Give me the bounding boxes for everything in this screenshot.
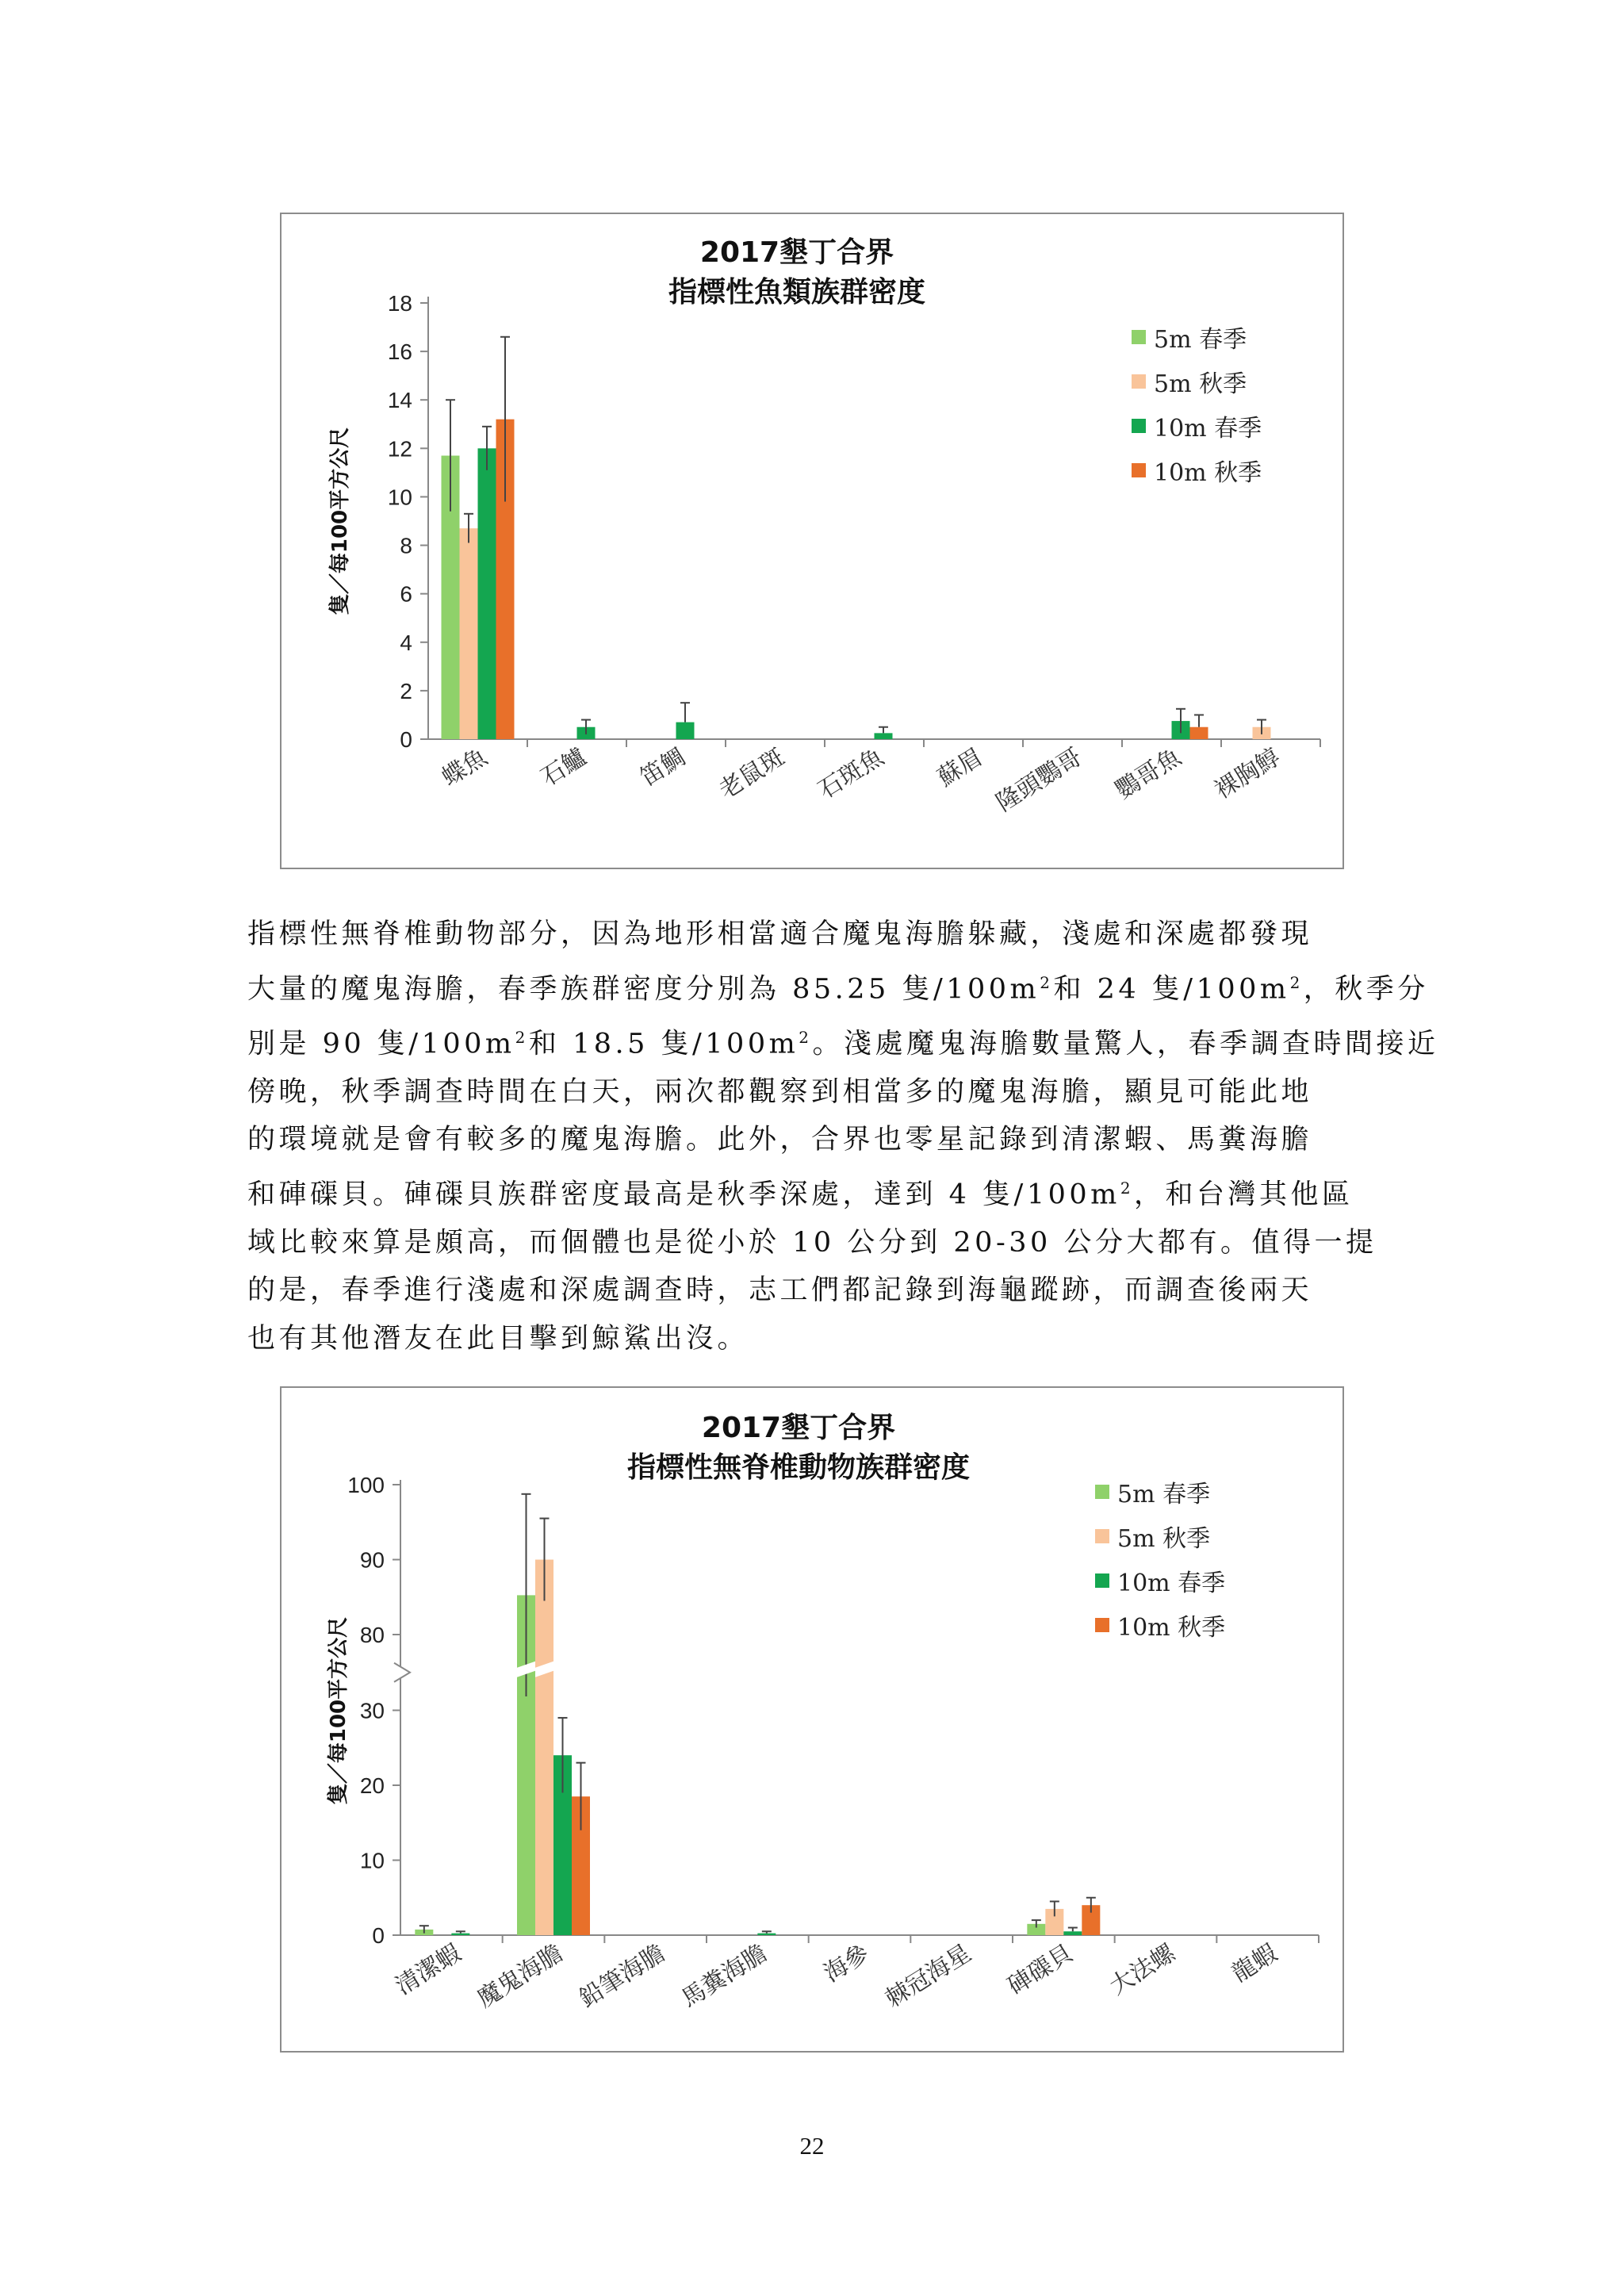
legend-label: 5m 秋季: [1117, 1525, 1211, 1553]
y-tick-label: 16: [387, 339, 412, 365]
y-tick-label: 10: [359, 1848, 385, 1873]
x-category-label: 鉛筆海膽: [574, 1939, 670, 2014]
y-tick-label: 0: [372, 1923, 385, 1948]
legend-swatch: [1132, 463, 1146, 477]
x-category-label: 石斑魚: [813, 743, 889, 805]
y-tick-label: 10: [387, 485, 412, 510]
y-tick-label: 80: [359, 1623, 385, 1647]
legend-label: 10m 春季: [1154, 415, 1262, 443]
invertebrate-density-chart: [280, 1386, 1344, 2053]
bar: [1190, 727, 1208, 739]
legend-swatch: [1095, 1618, 1109, 1632]
chart-title: 2017墾丁合界: [701, 1412, 896, 1444]
legend-label: 10m 秋季: [1154, 459, 1262, 487]
paragraph-line: 域比較來算是頗高，而個體也是從小於 10 公分到 20-30 公分大都有。值得一提: [247, 1226, 1377, 1259]
chart-subtitle: 指標性魚類族群密度: [668, 276, 926, 309]
legend-swatch: [1132, 330, 1146, 344]
x-category-label: 老鼠斑: [714, 743, 790, 805]
bar: [451, 1934, 469, 1935]
bar: [875, 733, 893, 739]
x-category-label: 石鱸: [536, 743, 592, 792]
paragraph-line: 的環境就是會有較多的魔鬼海膽。此外，合界也零星記錄到清潔蝦、馬糞海膽: [247, 1124, 1313, 1156]
x-category-label: 鸚哥魚: [1110, 743, 1186, 805]
invertebrate-density-chart-svg: [282, 1388, 1342, 2051]
fish-density-chart: [280, 213, 1344, 869]
bar: [757, 1934, 776, 1935]
x-category-label: 魔鬼海膽: [472, 1939, 569, 2014]
legend-swatch: [1095, 1529, 1109, 1543]
paragraph-line: 別是 90 隻$/100m^2$和 18.5 隻$/100m^2$。淺處魔鬼海膽數量驚人，春季調查時間接近: [247, 1027, 1439, 1060]
bar: [676, 723, 695, 739]
x-category-label: 龍蝦: [1227, 1939, 1282, 1988]
y-tick-label: 30: [359, 1698, 385, 1723]
y-tick-label: 4: [400, 630, 412, 655]
bar: [1063, 1931, 1082, 1935]
legend-label: 5m 春季: [1117, 1481, 1211, 1508]
legend-swatch: [1132, 419, 1146, 433]
y-tick-label: 20: [359, 1773, 385, 1798]
paragraph-line: 傍晚，秋季調查時間在白天，兩次都觀察到相當多的魔鬼海膽，顯見可能此地: [247, 1075, 1313, 1108]
bar: [460, 528, 478, 739]
x-category-label: 蝶魚: [437, 743, 492, 792]
x-category-label: 棘冠海星: [880, 1939, 976, 2014]
paragraph-line: 也有其他潛友在此目擊到鯨鯊出沒。: [247, 1322, 749, 1355]
legend-swatch: [1095, 1485, 1109, 1499]
y-tick-label: 6: [400, 581, 412, 607]
legend-label: 5m 春季: [1154, 326, 1247, 354]
x-category-label: 蘇眉: [933, 743, 988, 792]
legend-label: 5m 秋季: [1154, 370, 1247, 398]
y-tick-label: 2: [400, 678, 412, 703]
axis-break-marker: [394, 1663, 410, 1682]
paragraph-line: 大量的魔鬼海膽，春季族群密度分別為 85.25 隻$/100m^2$和 24 隻$/100m^2$，秋季分: [247, 972, 1429, 1006]
y-tick-label: 100: [347, 1473, 385, 1497]
x-category-label: 硨磲貝: [1002, 1939, 1078, 2001]
legend-label: 10m 秋季: [1117, 1614, 1226, 1642]
y-tick-label: 90: [359, 1547, 385, 1573]
body-paragraph: [247, 910, 1439, 1363]
paragraph-line: 和硨磲貝。硨磲貝族群密度最高是秋季深處，達到 4 隻$/100m^2$，和台灣其他區: [247, 1178, 1354, 1211]
y-axis-label: 隻／每100平方公尺: [327, 1616, 350, 1805]
fish-density-chart-svg: [282, 214, 1342, 868]
x-category-label: 馬糞海膽: [676, 1939, 772, 2014]
x-category-label: 裸胸鯙: [1209, 743, 1285, 805]
y-tick-label: 18: [387, 291, 412, 316]
chart-subtitle: 指標性無脊椎動物族群密度: [626, 1451, 971, 1484]
y-tick-label: 12: [387, 436, 412, 462]
y-tick-label: 14: [387, 388, 412, 413]
paragraph-line: 的是，春季進行淺處和深處調查時，志工們都記錄到海龜蹤跡，而調查後兩天: [247, 1274, 1313, 1307]
chart-title: 2017墾丁合界: [699, 236, 894, 269]
y-tick-label: 8: [400, 533, 412, 558]
paragraph-line: 指標性無脊椎動物部分，因為地形相當適合魔鬼海膽躲藏，淺處和深處都發現: [247, 918, 1313, 950]
bar: [478, 448, 496, 739]
legend-label: 10m 春季: [1117, 1570, 1226, 1597]
legend-swatch: [1132, 374, 1146, 389]
x-category-label: 笛鯛: [635, 743, 691, 792]
legend-swatch: [1095, 1573, 1109, 1588]
x-category-label: 清潔蝦: [390, 1939, 466, 2001]
y-tick-label: 0: [400, 727, 412, 752]
page-number: 22: [799, 2132, 825, 2160]
y-axis-label: 隻／每100平方公尺: [328, 427, 352, 615]
x-category-label: 大法螺: [1105, 1939, 1181, 2001]
x-category-label: 海參: [818, 1939, 875, 1988]
x-category-label: 隆頭鸚哥: [991, 743, 1087, 818]
bar: [535, 1560, 553, 1936]
